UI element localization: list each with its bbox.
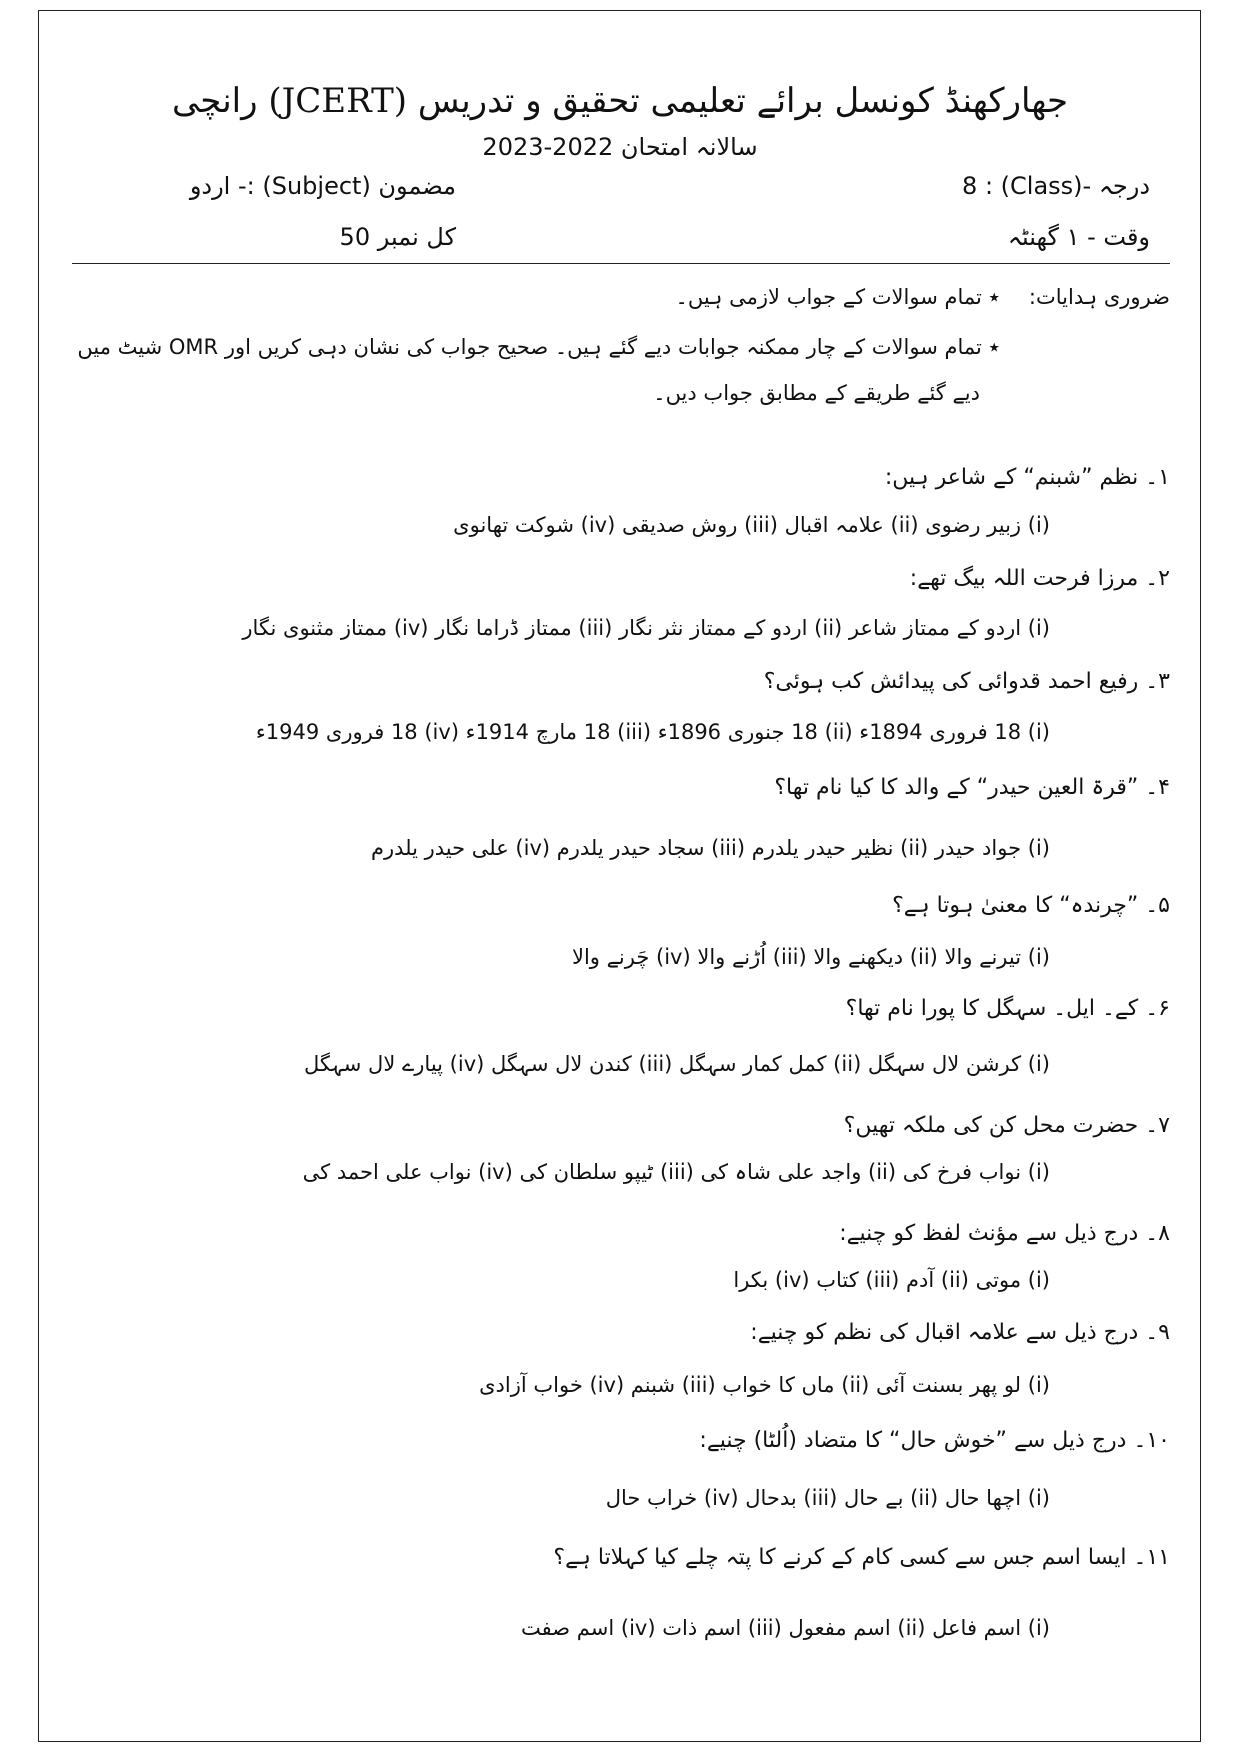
exam-name: سالانہ امتحان 2022-2023	[482, 133, 758, 161]
page-border	[38, 10, 1201, 1742]
options-3: (i) 18 فروری 1894ء (ii) 18 جنوری 1896ء (iii) 18 مارچ 1914ء (iv) 18 فروری 1949ء	[255, 720, 1050, 744]
options-10: (i) اچھا حال (ii) بے حال (iii) بدحال (iv) خراب حال	[605, 1486, 1050, 1510]
question-7: ۷۔ حضرت محل کن کی ملکہ تھیں؟	[843, 1113, 1170, 1138]
time-label: وقت - ۱ گھنٹہ	[1007, 223, 1150, 251]
question-2: ۲۔ مرزا فرحت اللہ بیگ تھے:	[909, 566, 1170, 591]
class-label: درجہ -(Class) : 8	[962, 172, 1150, 200]
options-9: (i) لو پھر بسنت آئی (ii) ماں کا خواب (iii) شبنم (iv) خواب آزادی	[479, 1373, 1050, 1397]
question-11: ۱۱۔ ایسا اسم جس سے کسی کام کے کرنے کا پتہ چلے کیا کہلاتا ہے؟	[553, 1545, 1170, 1570]
options-6: (i) کرشن لال سہگل (ii) کمل کمار سہگل (iii) کندن لال سہگل (iv) پیارے لال سہگل	[303, 1052, 1050, 1076]
instruction-line-1: ٭ تمام سوالات کے جواب لازمی ہیں۔	[675, 285, 1000, 309]
total-marks: کل نمبر 50	[339, 223, 456, 251]
instructions-label: ضروری ہدایات:	[1028, 285, 1170, 309]
question-10: ۱۰۔ درج ذیل سے ”خوش حال“ کا متضاد (اُلٹا) چنیے:	[699, 1428, 1170, 1453]
options-4: (i) جواد حیدر (ii) نظیر حیدر یلدرم (iii) سجاد حیدر یلدرم (iv) علی حیدر یلدرم	[370, 836, 1050, 860]
options-8: (i) موتی (ii) آدم (iii) کتاب (iv) بکرا	[733, 1268, 1050, 1292]
question-8: ۸۔ درج ذیل سے مؤنث لفظ کو چنیے:	[839, 1221, 1170, 1246]
question-9: ۹۔ درج ذیل سے علامہ اقبال کی نظم کو چنیے:	[750, 1320, 1170, 1345]
options-11: (i) اسم فاعل (ii) اسم مفعول (iii) اسم ذات (iv) اسم صفت	[521, 1616, 1050, 1640]
options-7: (i) نواب فرخ کی (ii) واجد علی شاہ کی (iii) ٹیپو سلطان کی (iv) نواب علی احمد کی	[302, 1160, 1050, 1184]
question-4: ۴۔ ”قرۃ العین حیدر“ کے والد کا کیا نام تھا؟	[774, 775, 1170, 800]
question-1: ۱۔ نظم ”شبنم“ کے شاعر ہیں:	[884, 465, 1170, 490]
instruction-line-2: ٭ تمام سوالات کے چار ممکنہ جوابات دیے گئے ہیں۔ صحیح جواب کی نشان دہی کریں اور OMR شیٹ میں	[77, 335, 1000, 359]
page-title: جھارکھنڈ کونسل برائے تعلیمی تحقیق و تدریس (JCERT) رانچی	[171, 81, 1069, 121]
question-3: ۳۔ رفیع احمد قدوائی کی پیدائش کب ہوئی؟	[763, 669, 1170, 694]
header-divider	[72, 263, 1170, 264]
question-5: ۵۔ ”چرندہ“ کا معنیٰ ہوتا ہے؟	[892, 893, 1170, 918]
options-5: (i) تیرنے والا (ii) دیکھنے والا (iii) اُڑنے والا (iv) چَرنے والا	[572, 945, 1050, 969]
subject-label: مضمون (Subject) :- اردو	[189, 172, 456, 200]
options-2: (i) اردو کے ممتاز شاعر (ii) اردو کے ممتاز نثر نگار (iii) ممتاز ڈراما نگار (iv) ممتاز مثنوی نگار	[242, 616, 1050, 640]
instruction-line-3: دیے گئے طریقے کے مطابق جواب دیں۔	[653, 381, 980, 405]
question-6: ۶۔ کے۔ ایل۔ سہگل کا پورا نام تھا؟	[845, 996, 1170, 1021]
options-1: (i) زبیر رضوی (ii) علامہ اقبال (iii) روش صدیقی (iv) شوکت تھانوی	[453, 513, 1050, 537]
